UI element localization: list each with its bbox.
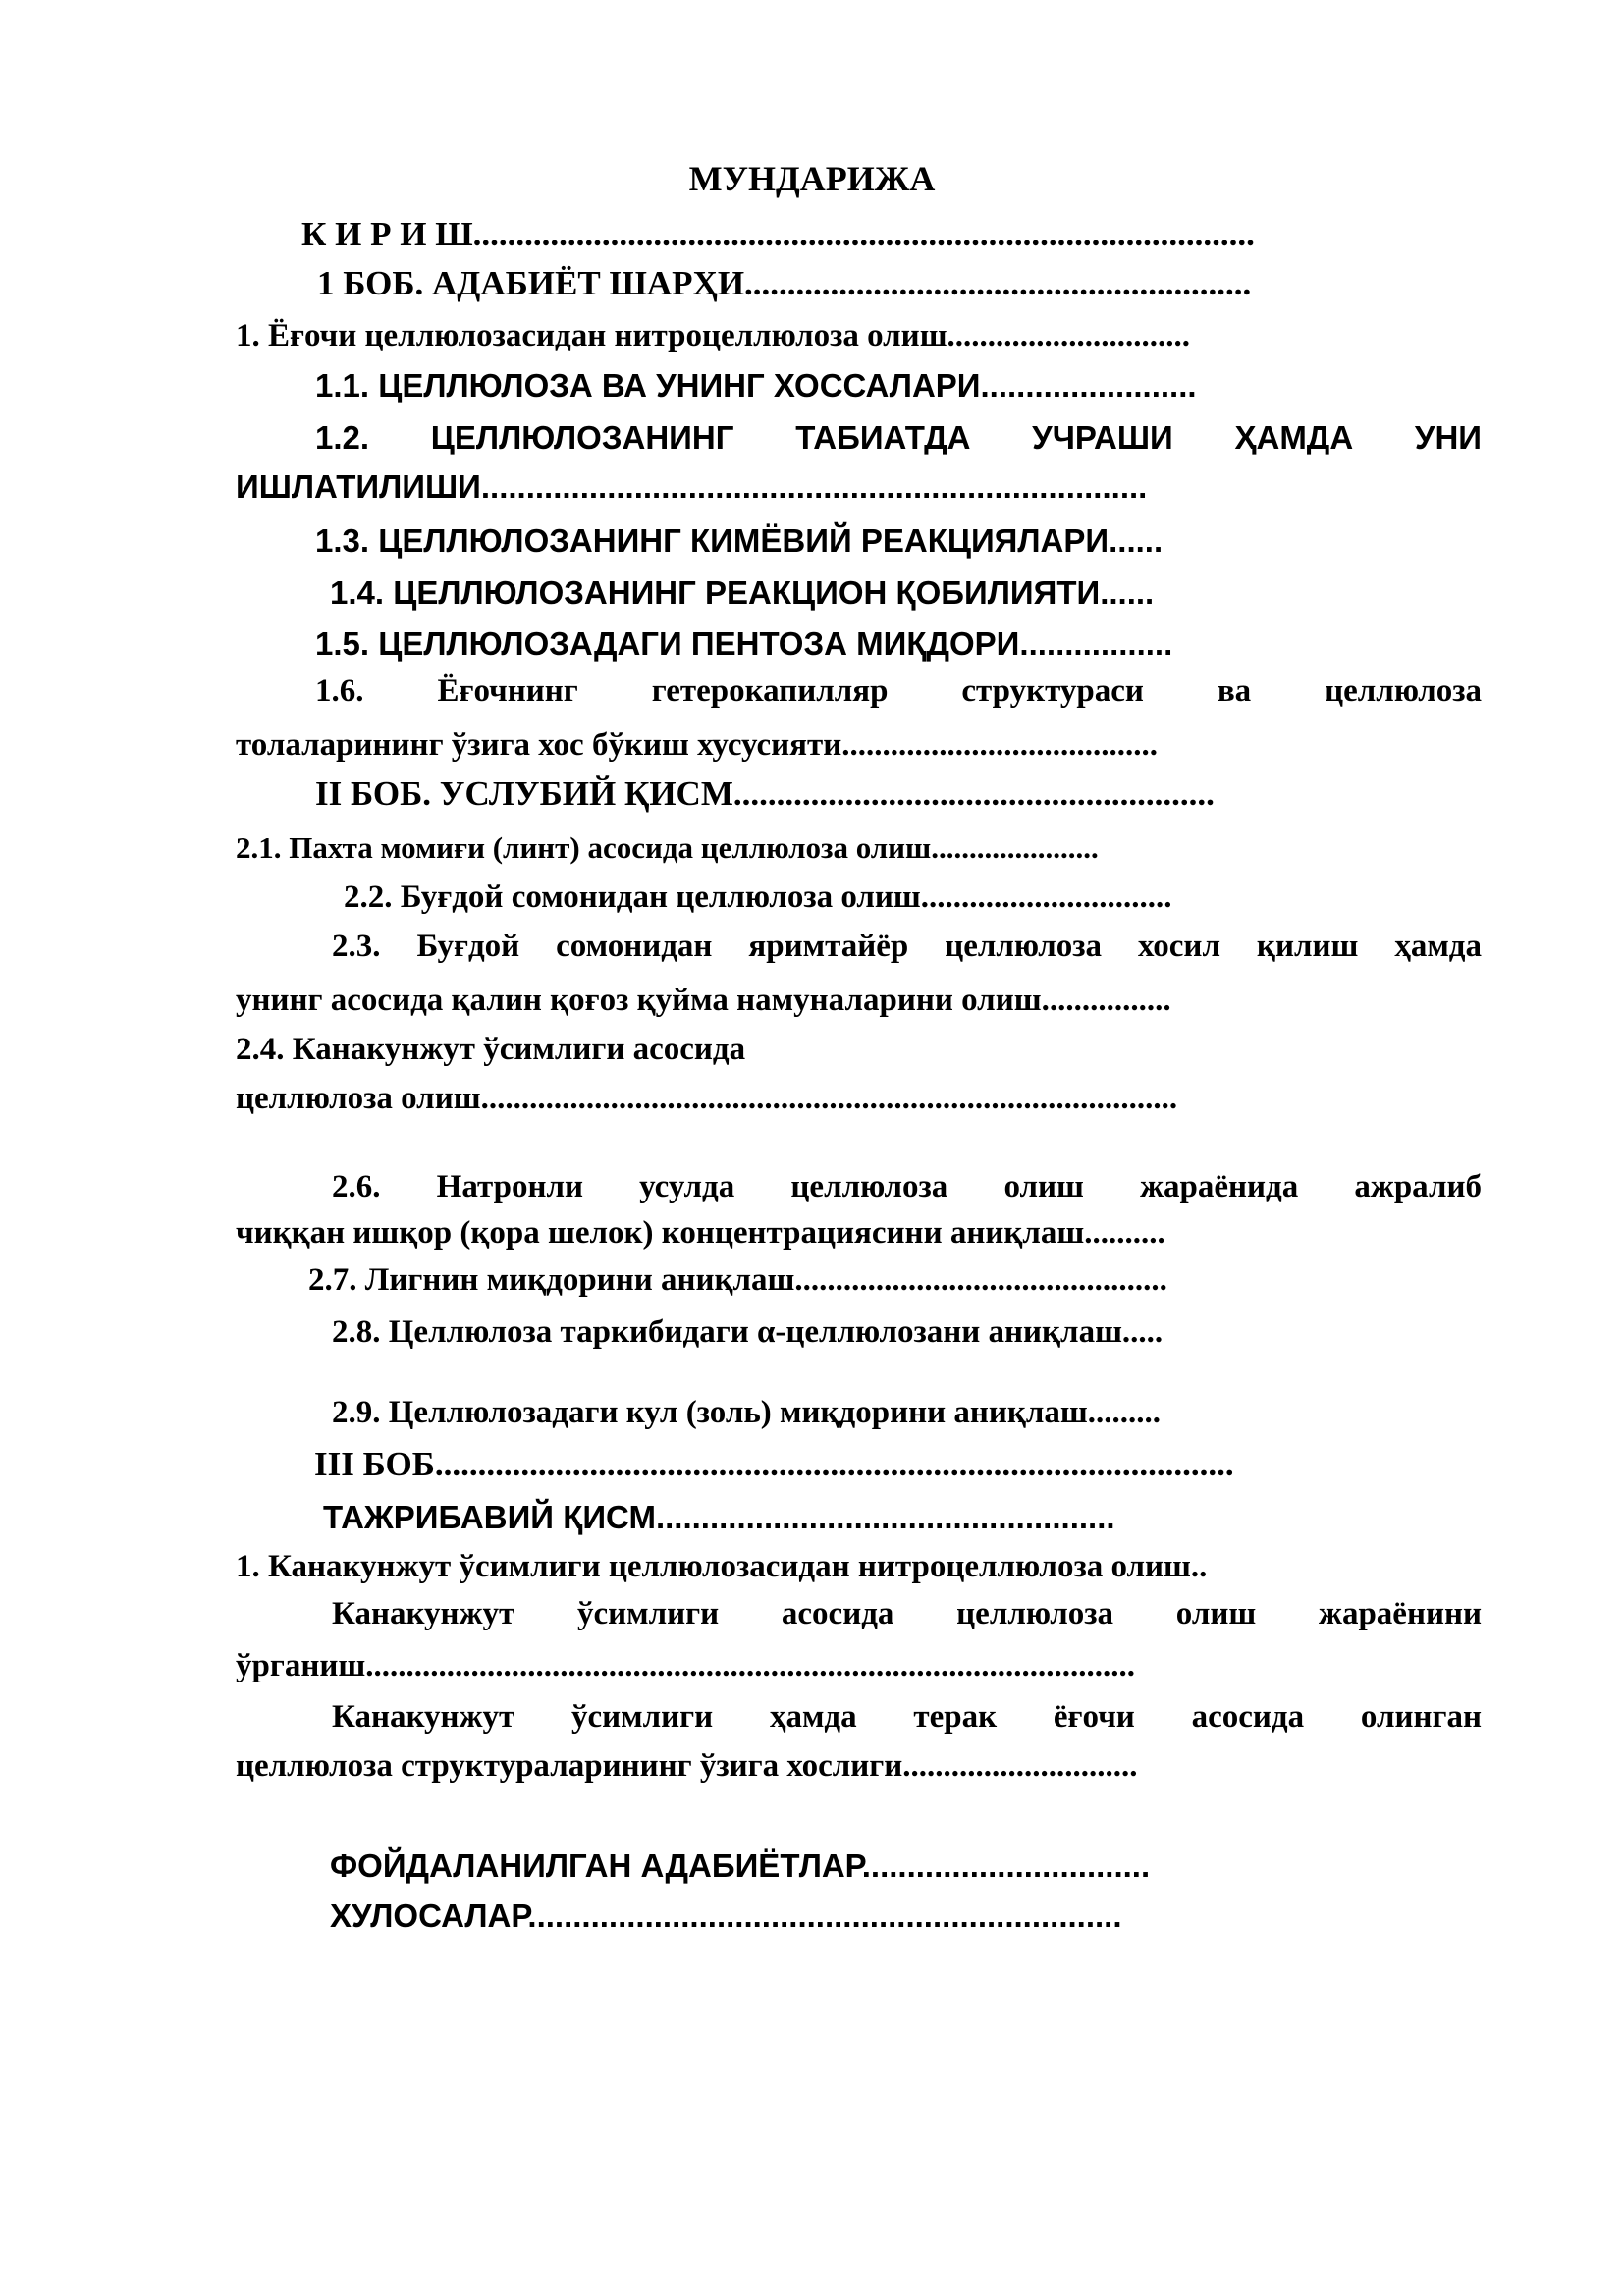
toc-entry-2-4-line2: целлюлоза олиш...................................................................................... xyxy=(236,1081,1178,1116)
toc-entry-experimental-part: ТАЖРИБАВИЙ ҚИСМ................................................... xyxy=(323,1499,1115,1535)
toc-entry-references: ФОЙДАЛАНИЛГАН АДАБИЁТЛАР................................ xyxy=(330,1847,1151,1884)
toc-entry-1-6-line1: 1.6. Ёғочнинг гетерокапилляр структураси ва целлюлоза xyxy=(315,673,1482,709)
toc-entry-1-2-line1: 1.2. ЦЕЛЛЮЛОЗАНИНГ ТАБИАТДА УЧРАШИ ҲАМДА УНИ xyxy=(315,419,1482,455)
toc-entry-1-2-line2: ИШЛАТИЛИШИ.......................................................................... xyxy=(236,468,1148,505)
toc-entry-1-3: 1.3. ЦЕЛЛЮЛОЗАНИНГ КИМЁВИЙ РЕАКЦИЯЛАРИ...... xyxy=(315,522,1164,559)
toc-entry-3-1: 1. Канакунжут ўсимлиги целлюлозасидан нитроцеллюлоза олиш.. xyxy=(236,1549,1208,1584)
toc-entry-3-3-line1: Канакунжут ўсимлиги ҳамда терак ёғочи асосида олинган xyxy=(332,1699,1482,1735)
toc-entry-3-2-line2: ўрганиш............................................................................................... xyxy=(236,1648,1135,1683)
toc-entry-1-6-line2: толаларининг ўзига хос бўкиш хусусияти....................................... xyxy=(236,727,1159,763)
toc-entry-1-5: 1.5. ЦЕЛЛЮЛОЗАДАГИ ПЕНТОЗА МИҚДОРИ................. xyxy=(315,625,1173,662)
toc-entry-2-4-line1: 2.4. Канакунжут ўсимлиги асосида xyxy=(236,1032,746,1067)
toc-entry-2-2: 2.2. Буғдой сомонидан целлюлоза олиш............................... xyxy=(344,880,1172,915)
toc-entry-2-8: 2.8. Целлюлоза таркибидаги α-целлюлозани аниқлаш..... xyxy=(332,1314,1164,1350)
toc-entry-1-1: 1.1. ЦЕЛЛЮЛОЗА ВА УНИНГ ХОССАЛАРИ........................ xyxy=(315,367,1197,403)
toc-entry-2-6-line2: чиққан ишқор (қора шелок) концентрациясини аниқлаш.......... xyxy=(236,1215,1165,1251)
document-title: МУНДАРИЖА xyxy=(688,159,936,198)
toc-entry-conclusions: ХУЛОСАЛАР.................................................................. xyxy=(330,1897,1122,1934)
toc-entry-2-9: 2.9. Целлюлозадаги кул (золь) миқдорини аниқлаш......... xyxy=(332,1395,1162,1430)
toc-entry-3-2-line1: Канакунжут ўсимлиги асосида целлюлоза олиш жараёнини xyxy=(332,1596,1482,1631)
toc-entry-2-6-line1: 2.6. Натронли усулда целлюлоза олиш жараёнида ажралиб xyxy=(332,1169,1482,1204)
toc-entry-chapter-2: II БОБ. УСЛУБИЙ ҚИСМ........................................................ xyxy=(315,774,1215,813)
toc-entry-introduction: К И Р И Ш........................................................................................... xyxy=(301,215,1255,253)
toc-entry-chapter-1: 1 БОБ. АДАБИЁТ ШАРҲИ........................................................... xyxy=(317,264,1252,302)
toc-entry-3-3-line2: целлюлоза структураларининг ўзига хослиги............................. xyxy=(236,1748,1138,1784)
toc-entry-2-1: 2.1. Пахта момиғи (линт) асосида целлюлоза олиш...................... xyxy=(236,830,1099,865)
toc-entry-2-3-line2: унинг асосида қалин қоғоз қуйма намуналарини олиш................ xyxy=(236,983,1171,1018)
toc-entry-chapter-3: III БОБ............................................................................................. xyxy=(314,1445,1234,1483)
toc-entry-section-1: 1. Ёғочи целлюлозасидан нитроцеллюлоза олиш.............................. xyxy=(236,318,1191,353)
toc-entry-1-4: 1.4. ЦЕЛЛЮЛОЗАНИНГ РЕАКЦИОН ҚОБИЛИЯТИ...... xyxy=(330,574,1155,611)
toc-entry-2-7: 2.7. Лигнин миқдорини аниқлаш.............................................. xyxy=(308,1262,1167,1298)
toc-entry-2-3-line1: 2.3. Буғдой сомонидан яримтайёр целлюлоза хосил қилиш ҳамда xyxy=(332,929,1482,964)
